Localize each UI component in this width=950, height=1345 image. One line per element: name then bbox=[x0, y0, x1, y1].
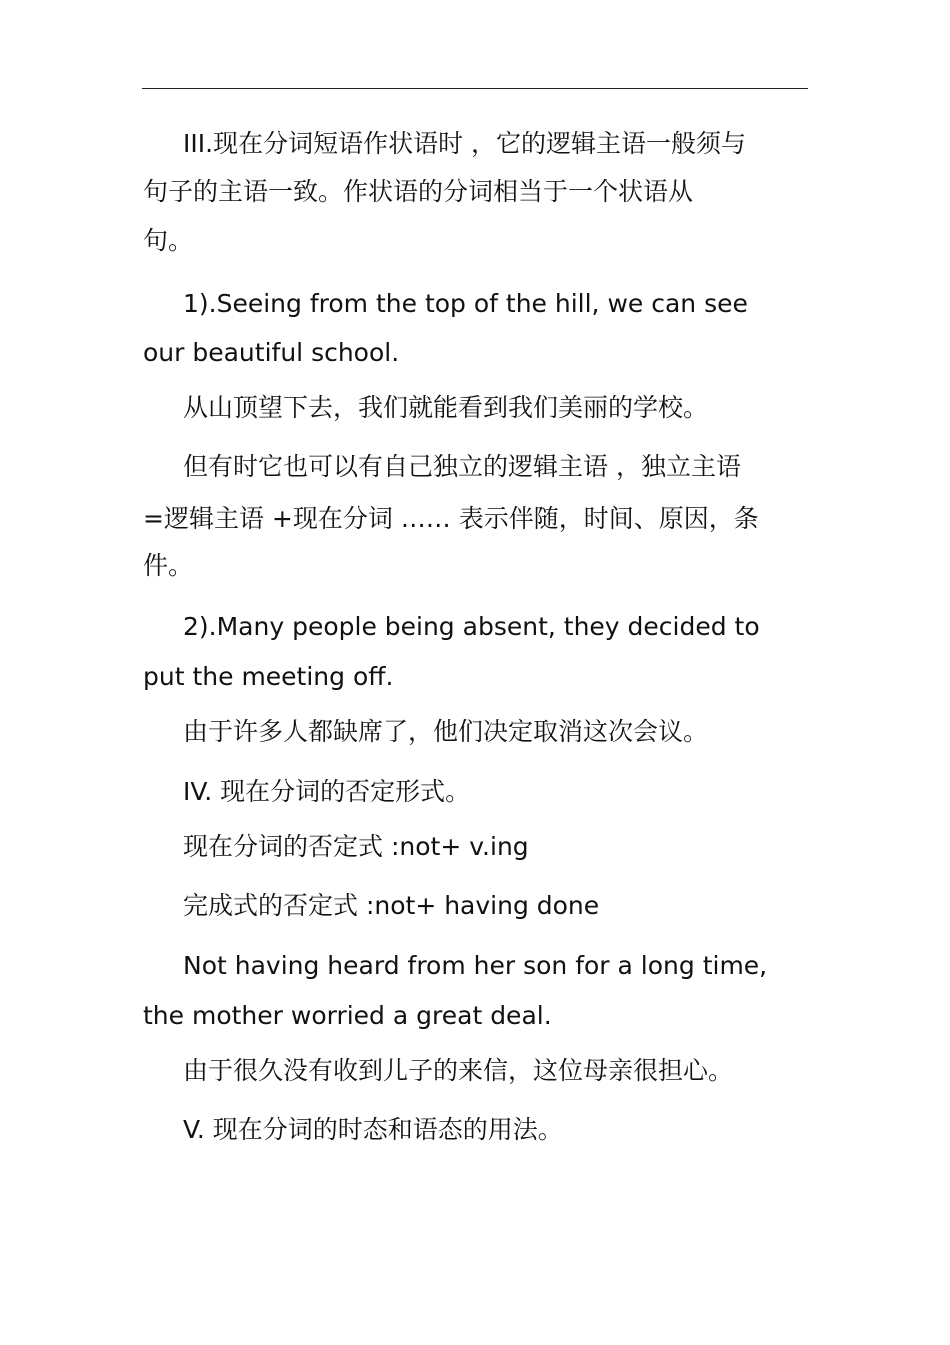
example2-en-line-1: 2).Many people being absent, they decided to bbox=[183, 612, 760, 641]
section4-rule-1: 现在分词的否定式 :not+ v.ing bbox=[183, 832, 529, 861]
note-line-1: 但有时它也可以有自己独立的逻辑主语 ，独立主语 bbox=[183, 452, 741, 481]
example2-zh: 由于许多人都缺席了，他们决定取消这次会议。 bbox=[183, 717, 709, 746]
section5-heading: V. 现在分词的时态和语态的用法。 bbox=[183, 1115, 563, 1144]
section4-example-en-line-1: Not having heard from her son for a long time, bbox=[183, 951, 768, 980]
example1-en-line-2: our beautiful school. bbox=[143, 338, 400, 367]
section3-intro-line-1: III.现在分词短语作状语时 ，它的逻辑主语一般须与 bbox=[183, 129, 747, 158]
example2-en-line-2: put the meeting off. bbox=[143, 662, 394, 691]
example1-zh: 从山顶望下去，我们就能看到我们美丽的学校。 bbox=[183, 393, 709, 422]
example1-en-line-1: 1).Seeing from the top of the hill, we can see bbox=[183, 289, 748, 318]
section4-example-zh: 由于很久没有收到儿子的来信，这位母亲很担心。 bbox=[183, 1056, 734, 1085]
header-rule bbox=[142, 88, 808, 89]
note-line-2: =逻辑主语 +现在分词 …… 表示伴随，时间、原因，条 bbox=[143, 504, 759, 533]
note-line-3: 件。 bbox=[143, 551, 194, 580]
section3-intro-line-3: 句。 bbox=[143, 226, 194, 255]
section4-example-en-line-2: the mother worried a great deal. bbox=[143, 1001, 552, 1030]
section4-heading: IV. 现在分词的否定形式。 bbox=[183, 777, 471, 806]
section4-rule-2: 完成式的否定式 :not+ having done bbox=[183, 891, 600, 920]
section3-intro-line-2: 句子的主语一致。作状语的分词相当于一个状语从 bbox=[143, 177, 694, 206]
